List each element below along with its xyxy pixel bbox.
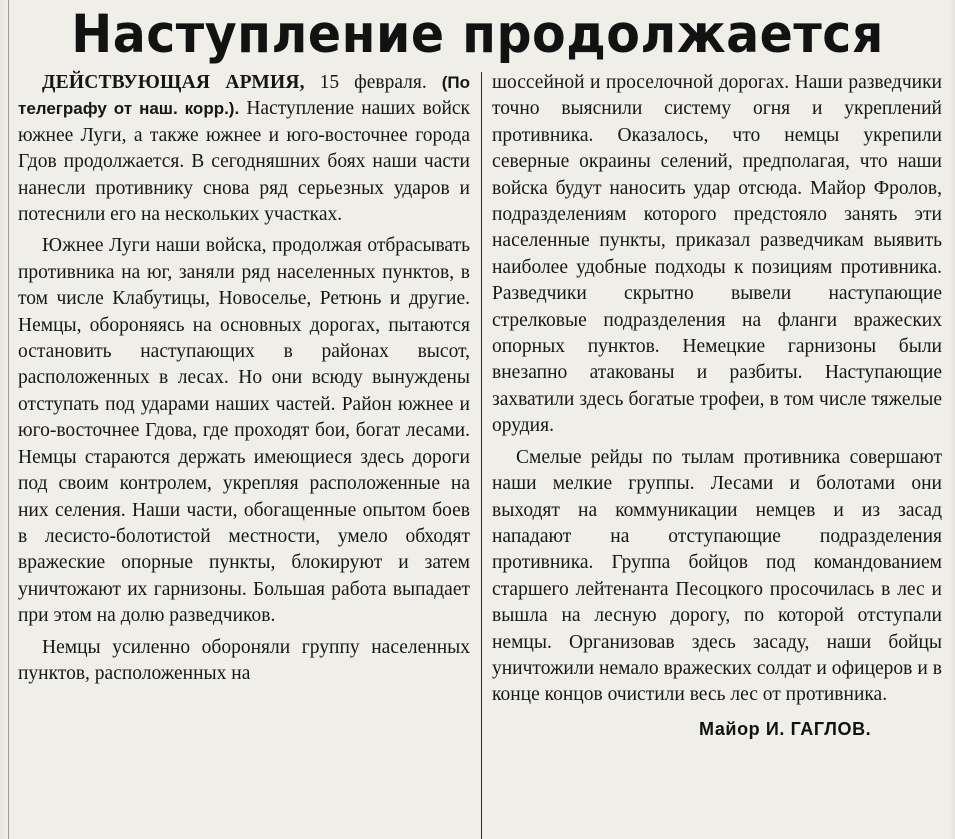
article-headline: Наступление продолжается [71, 3, 884, 65]
article-left-column [18, 70, 470, 839]
article-right-column [492, 70, 942, 839]
page-left-edge [0, 0, 9, 839]
author-signature: Майор И. ГАГЛОВ. [699, 718, 872, 739]
dateline: ДЕЙСТВУЮЩАЯ АРМИЯ, [42, 72, 305, 93]
column-divider [481, 72, 482, 839]
article-date: 15 февраля. [319, 72, 427, 93]
page-right-edge [949, 0, 955, 839]
paragraph-3-continuation: шоссейной и проселочной дорогах. Наши разведчики точно выяснили систему огня и укреплений противника. Оказалось, что немцы укрепили северные окраины селений, предполагая, что наши войска будут наносить удар отсюда. Майор Фролов, подразделениям которого предстояло занять эти населенные пункты, приказал разведчикам выявить наиболее удобные подходы к позициям противника. Разведчики скрытно вывели наступающие стрелковые подразделения на фланги вражеских опорных пунктов. Немецкие гарнизоны были внезапно атакованы и разбиты. Наступающие захватили здесь богатые трофеи, в том числе тяжелые орудия. [492, 72, 942, 437]
paragraph-1-text: Наступление наших войск южнее Луги, а также южнее и юго-восточнее города Гдов продолжается. В сегодняшних боях наши части нанесли противнику снова ряд серьезных ударов и потеснили его на нескольких участках. [18, 98, 471, 226]
source-note: (По телеграфу от наш. корр.). [18, 73, 470, 119]
paragraph-1 [18, 70, 470, 228]
paragraph-3-start: Немцы усиленно обороняли группу населенных пунктов, расположенных на [18, 636, 470, 684]
paragraph-2: Южнее Луги наши войска, продолжая отбрасывать противника на юг, заняли ряд населенных пунктов, в том числе Клабутицы, Новоселье, Ретюнь и другие. Немцы, обороняясь на основных дорогах, пытаются остановить наступающих в районах высот, расположенных в лесах. Но они всюду вынуждены отступать под ударами наших частей. Район южнее и юго-восточнее Гдова, где проходят бои, богат лесами. Немцы стараются держать имеющиеся здесь дороги под своим контролем, укрепляя расположенные на них селения. Наши части, обогащенные опытом боев в лесисто-болотистой местности, умело обходят вражеские опорные пункты, блокируют и затем уничтожают их гарнизоны. Большая работа выпадает при этом на долю разведчиков. [18, 235, 470, 627]
paragraph-4: Смелые рейды по тылам противника совершают наши мелкие группы. Лесами и болотами они выходят на коммуникации немцев и из засад нападают на отступающие подразделения противника. Группа бойцов под командованием старшего лейтенанта Песоцкого просочилась в лес и вышла на лесную дорогу, по которой отступали немцы. Организовав здесь засаду, наши бойцы уничтожили немало вражеских солдат и офицеров и в конце концов очистили весь лес от противника. [492, 446, 942, 706]
